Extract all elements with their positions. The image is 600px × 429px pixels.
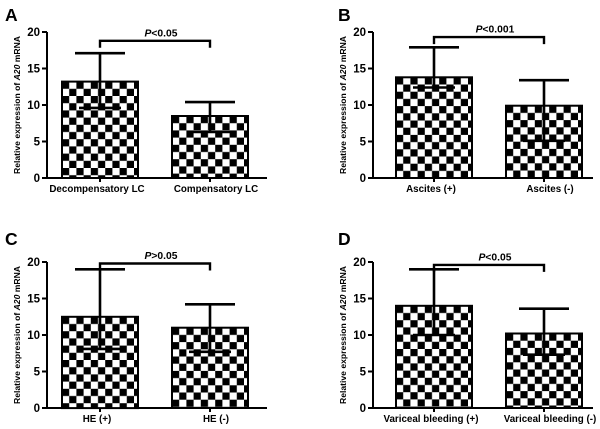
panel-b-chart xyxy=(300,0,600,215)
y-tick-label: 20 xyxy=(27,27,40,40)
x-tick-label: HE (-) xyxy=(202,414,230,425)
y-axis xyxy=(368,32,373,179)
bar xyxy=(396,77,472,178)
panel-c xyxy=(0,215,300,429)
x-tick-label: Ascites (+) xyxy=(406,184,456,195)
y-axis xyxy=(368,262,373,409)
y-axis-label: Relative expression of A20 mRNA xyxy=(12,265,22,405)
y-tick-label: 15 xyxy=(353,293,366,306)
panel-letter: C xyxy=(5,229,18,249)
x-tick-label: Variceal bleeding (+) xyxy=(383,414,479,425)
panel-b xyxy=(300,0,600,215)
panel-a-chart xyxy=(0,0,300,215)
panel-d xyxy=(300,215,600,429)
p-value-label: P<0.001 xyxy=(475,24,515,36)
y-tick-label: 20 xyxy=(353,27,366,40)
y-tick-label: 5 xyxy=(359,366,366,379)
x-tick-label: Ascites (-) xyxy=(526,184,574,195)
y-tick-label: 10 xyxy=(27,330,40,343)
y-tick-label: 20 xyxy=(353,257,366,270)
x-tick-label: Decompensatory LC xyxy=(49,184,145,195)
panel-letter: A xyxy=(5,5,18,25)
y-tick-label: 15 xyxy=(27,63,40,76)
y-tick-label: 20 xyxy=(27,257,40,270)
y-axis xyxy=(42,262,47,409)
y-tick-label: 10 xyxy=(27,100,40,113)
p-value-label: P>0.05 xyxy=(144,251,178,262)
panel-d-chart xyxy=(300,215,600,429)
y-tick-label: 5 xyxy=(359,136,366,149)
significance-bracket xyxy=(434,37,544,44)
y-tick-label: 0 xyxy=(33,173,40,186)
y-axis-label: Relative expression of A20 mRNA xyxy=(12,35,22,175)
x-tick-label: Compensatory LC xyxy=(173,184,259,195)
y-tick-label: 5 xyxy=(33,366,40,379)
y-tick-label: 10 xyxy=(353,330,366,343)
y-tick-label: 10 xyxy=(353,100,366,113)
p-value-label: P<0.05 xyxy=(478,252,512,264)
y-tick-label: 5 xyxy=(33,136,40,149)
panel-a xyxy=(0,0,300,215)
y-axis-label: Relative expression of A20 mRNA xyxy=(338,265,348,405)
panel-c-chart xyxy=(0,215,300,429)
panel-letter: D xyxy=(338,229,351,249)
significance-bracket xyxy=(100,41,210,48)
y-tick-label: 15 xyxy=(353,63,366,76)
y-tick-label: 0 xyxy=(359,403,366,416)
y-axis xyxy=(42,32,47,179)
y-axis-label: Relative expression of A20 mRNA xyxy=(338,35,348,175)
x-tick-label: Variceal bleeding (-) xyxy=(503,414,597,425)
p-value-label: P<0.05 xyxy=(144,28,178,40)
panel-letter: B xyxy=(338,5,351,25)
y-tick-label: 15 xyxy=(27,293,40,306)
y-tick-label: 0 xyxy=(359,173,366,186)
error-bars xyxy=(75,269,235,352)
y-tick-label: 0 xyxy=(33,403,40,416)
x-tick-label: HE (+) xyxy=(82,414,112,425)
